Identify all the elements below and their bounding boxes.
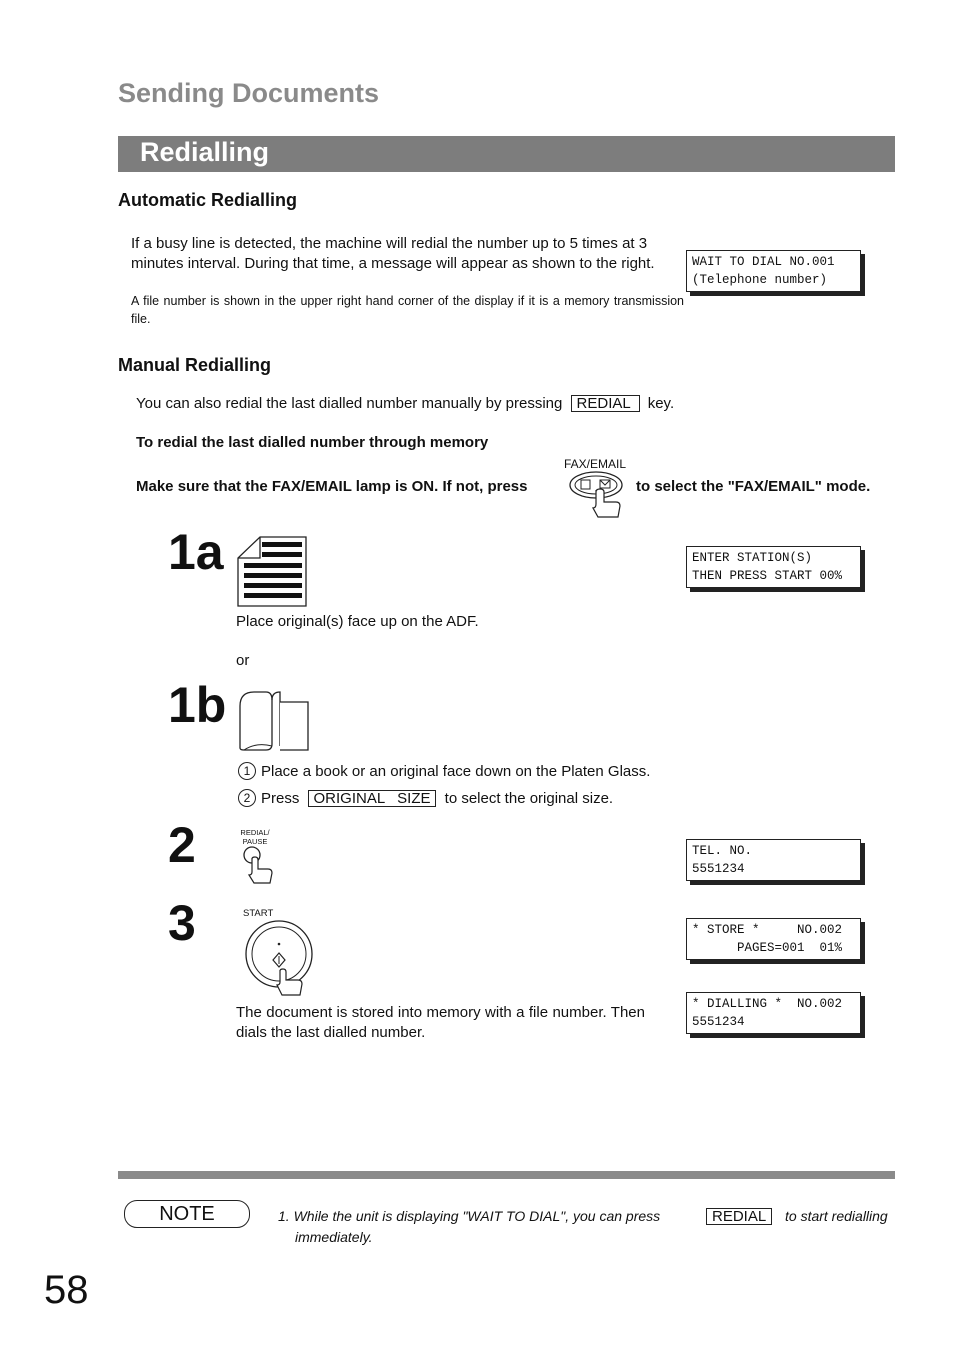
bottom-rule [118,1171,895,1179]
step-3-text: The document is stored into memory with a file number. Then dials the last dialled number. [236,1004,645,1041]
step-1b-sub1 [238,762,650,782]
note-label: NOTE [124,1200,250,1228]
step-3-number: 3 [168,895,196,951]
fax-email-key-icon [566,470,628,520]
step-2-number: 2 [168,817,196,873]
fax-email-lamp-instruction: Make sure that the FAX/EMAIL lamp is ON. If not, press [136,478,528,495]
memory-redial-subheading: To redial the last dialled number through memory [136,434,489,451]
note-number: 1. [278,1208,290,1224]
sub-step-1-marker: 1 [238,762,256,780]
lcd-store: * STORE * NO.002 PAGES=001 01% [686,918,861,960]
original-size-key: ORIGINAL SIZE [308,790,437,807]
page-heading-bar [118,136,895,172]
redial-key: REDIAL [571,395,640,412]
automatic-redialling-heading: Automatic Redialling [118,190,298,210]
step-1b-number: 1b [168,677,227,733]
step-1b-sub2 [238,789,613,809]
fax-email-mode-text: to select the "FAX/EMAIL" mode. [636,478,871,495]
manual-redialling-text [136,394,674,414]
redial-pause-label [238,828,272,846]
manual-redialling-heading: Manual Redialling [118,355,272,375]
lcd-tel-no: TEL. NO. 5551234 [686,839,861,881]
page-number: 58 [44,1268,89,1312]
step-1a-text: Place original(s) face up on the ADF. [236,613,479,630]
sub-step-2-after: to select the original size. [444,790,614,807]
lcd-dialling: * DIALLING * NO.002 5551234 [686,992,861,1034]
open-book-icon [236,688,312,752]
redial-pause-key-icon [238,846,274,884]
lcd-wait-to-dial: WAIT TO DIAL NO.001 (Telephone number) [686,250,861,292]
note-line-2: immediately. [295,1229,373,1245]
start-key-icon [244,916,314,998]
note-redial-key: REDIAL [706,1208,772,1225]
step-1a-number: 1a [168,524,224,580]
note-line-1 [278,1206,660,1226]
or-text: or [236,652,250,669]
fax-email-key-label: FAX/EMAIL [564,457,627,471]
sub-step-2-marker: 2 [238,789,256,807]
automatic-redialling-text: If a busy line is detected, the machine will redial the number up to 5 times at 3 minutes interval. During that time, a message will appear as shown to the right. [131,235,655,272]
note-text-after: to start redialling [785,1208,888,1224]
page-heading: Redialling [140,137,270,167]
redial-label-line1: REDIAL/ [240,828,270,837]
manual-text-before: You can also redial the last dialled number manually by pressing [136,395,563,412]
section-title: Sending Documents [118,78,380,108]
start-key-label: START [243,908,274,919]
sub-step-1-text: Place a book or an original face down on the Platen Glass. [261,763,651,780]
sub-step-2-before: Press [261,790,300,807]
lcd-enter-station: ENTER STATION(S) THEN PRESS START 00% [686,546,861,588]
adf-document-icon [236,536,310,608]
redial-label-line2: PAUSE [242,837,268,846]
automatic-redialling-note: A file number is shown in the upper right hand corner of the display if it is a memory transmission file. [131,294,684,326]
manual-text-after: key. [647,395,675,412]
note-text-before: While the unit is displaying "WAIT TO DIAL", you can press [293,1208,661,1224]
